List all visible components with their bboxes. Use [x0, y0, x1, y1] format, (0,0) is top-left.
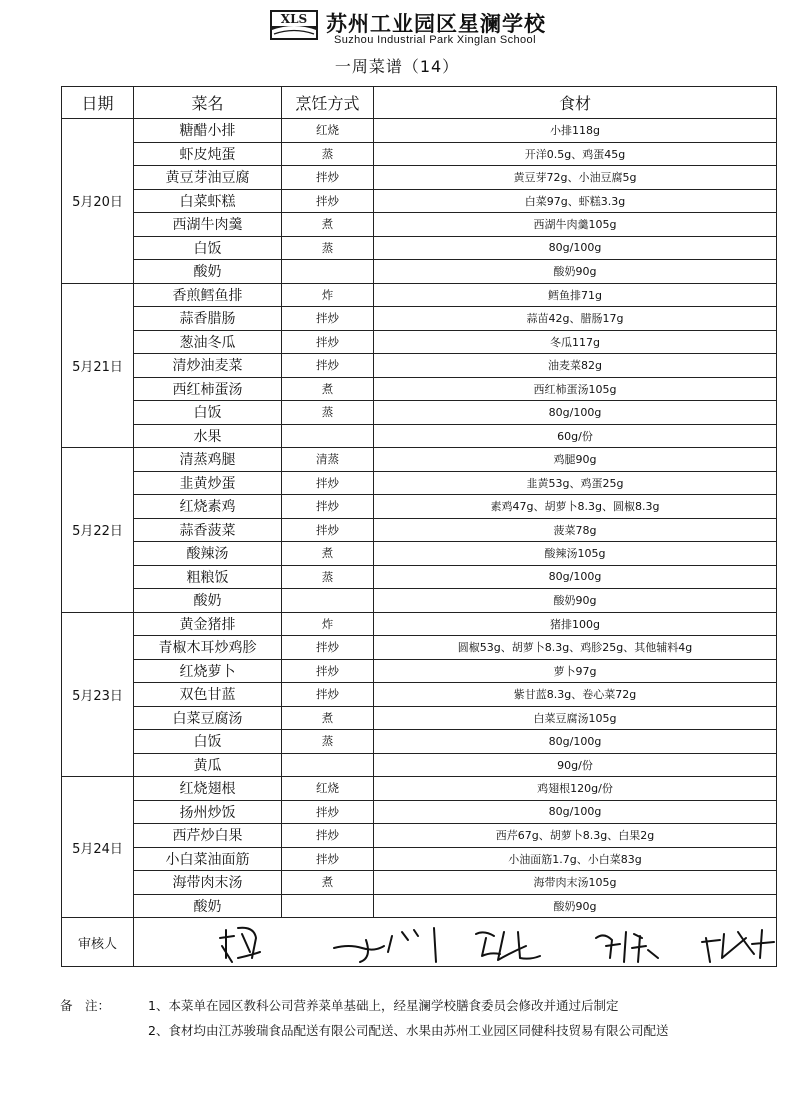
- table-row: [62, 424, 777, 448]
- table-row: [62, 706, 777, 730]
- method-cell: 红烧: [282, 119, 374, 143]
- date-cell: 5月20日: [62, 119, 134, 284]
- method-cell: 拌炒: [282, 189, 374, 213]
- table-row: [62, 307, 777, 331]
- method-cell: 蒸: [282, 142, 374, 166]
- table-row: [62, 354, 777, 378]
- table-row: [62, 471, 777, 495]
- ingredients-cell: 小油面筋1.7g、小白菜83g: [374, 847, 777, 871]
- method-cell: 拌炒: [282, 847, 374, 871]
- method-cell: 拌炒: [282, 518, 374, 542]
- dish-cell: 虾皮炖蛋: [134, 142, 282, 166]
- school-logo: [268, 8, 320, 44]
- table-row: [62, 401, 777, 425]
- ingredients-cell: 西芹67g、胡萝卜8.3g、白果2g: [374, 824, 777, 848]
- ingredients-cell: 80g/100g: [374, 401, 777, 425]
- notes-label: 备 注：: [60, 998, 111, 1013]
- ingredients-cell: 鸡腿90g: [374, 448, 777, 472]
- table-row: [62, 565, 777, 589]
- dish-cell: 白菜豆腐汤: [134, 706, 282, 730]
- table-row: [62, 871, 777, 895]
- method-cell: 煮: [282, 871, 374, 895]
- table-row: [62, 847, 777, 871]
- column-header-date: 日期: [62, 87, 134, 119]
- table-row: [62, 330, 777, 354]
- ingredients-cell: 菠菜78g: [374, 518, 777, 542]
- ingredients-cell: 圆椒53g、胡萝卜8.3g、鸡胗25g、其他辅料4g: [374, 636, 777, 660]
- ingredients-cell: 油麦菜82g: [374, 354, 777, 378]
- ingredients-cell: 萝卜97g: [374, 659, 777, 683]
- ingredients-cell: 80g/100g: [374, 565, 777, 589]
- note-line-2: 2、食材均由江苏骏瑞食品配送有限公司配送、水果由苏州工业园区同健科技贸易有限公司配送: [148, 1023, 669, 1038]
- table-row: [62, 753, 777, 777]
- dish-cell: 香煎鳕鱼排: [134, 283, 282, 307]
- ingredients-cell: 黄豆芽72g、小油豆腐5g: [374, 166, 777, 190]
- dish-cell: 青椒木耳炒鸡胗: [134, 636, 282, 660]
- method-cell: 拌炒: [282, 636, 374, 660]
- table-row: [62, 683, 777, 707]
- school-name-cn: 苏州工业园区星澜学校: [326, 11, 546, 36]
- column-header-ingredients: 食材: [374, 87, 777, 119]
- dish-cell: 清炒油麦菜: [134, 354, 282, 378]
- logo-text: XLS: [280, 12, 308, 26]
- dish-cell: 水果: [134, 424, 282, 448]
- method-cell: 拌炒: [282, 471, 374, 495]
- dish-cell: 西芹炒白果: [134, 824, 282, 848]
- table-row: [62, 283, 777, 307]
- table-row: [62, 518, 777, 542]
- table-row: [62, 800, 777, 824]
- school-name-en: Suzhou Industrial Park Xinglan School: [334, 34, 536, 46]
- method-cell: 清蒸: [282, 448, 374, 472]
- handwritten-signatures: [134, 918, 777, 966]
- dish-cell: 红烧素鸡: [134, 495, 282, 519]
- method-cell: 拌炒: [282, 659, 374, 683]
- table-header-row: [62, 87, 777, 119]
- method-cell: [282, 753, 374, 777]
- method-cell: 拌炒: [282, 166, 374, 190]
- method-cell: 拌炒: [282, 354, 374, 378]
- ingredients-cell: 蒜苗42g、腊肠17g: [374, 307, 777, 331]
- table-row: [62, 730, 777, 754]
- method-cell: 蒸: [282, 565, 374, 589]
- table-row: [62, 119, 777, 143]
- dish-cell: 白饭: [134, 730, 282, 754]
- method-cell: 蒸: [282, 730, 374, 754]
- ingredients-cell: 80g/100g: [374, 730, 777, 754]
- reviewer-signatures: [134, 918, 777, 967]
- ingredients-cell: 冬瓜117g: [374, 330, 777, 354]
- dish-cell: 白饭: [134, 236, 282, 260]
- method-cell: 拌炒: [282, 330, 374, 354]
- dish-cell: 清蒸鸡腿: [134, 448, 282, 472]
- dish-cell: 白菜虾糕: [134, 189, 282, 213]
- method-cell: 炸: [282, 612, 374, 636]
- ingredients-cell: 鳕鱼排71g: [374, 283, 777, 307]
- menu-table: [61, 86, 777, 967]
- ingredients-cell: 小排118g: [374, 119, 777, 143]
- dish-cell: 西湖牛肉羹: [134, 213, 282, 237]
- method-cell: 拌炒: [282, 824, 374, 848]
- table-row: [62, 166, 777, 190]
- table-row: [62, 659, 777, 683]
- table-row: [62, 894, 777, 918]
- ingredients-cell: 酸奶90g: [374, 260, 777, 284]
- method-cell: 煮: [282, 706, 374, 730]
- method-cell: 蒸: [282, 401, 374, 425]
- note-line-1: 1、本菜单在园区教科公司营养菜单基础上，经星澜学校膳食委员会修改并通过后制定: [148, 998, 619, 1013]
- dish-cell: 海带肉末汤: [134, 871, 282, 895]
- school-header: [0, 6, 794, 50]
- dish-cell: 红烧翅根: [134, 777, 282, 801]
- dish-cell: 酸奶: [134, 894, 282, 918]
- table-row: [62, 448, 777, 472]
- method-cell: 红烧: [282, 777, 374, 801]
- column-header-method: 烹饪方式: [282, 87, 374, 119]
- table-row: [62, 824, 777, 848]
- table-row: [62, 260, 777, 284]
- ingredients-cell: 酸奶90g: [374, 589, 777, 613]
- table-row: [62, 142, 777, 166]
- reviewer-label: 审核人: [62, 918, 134, 967]
- method-cell: 拌炒: [282, 683, 374, 707]
- table-row: [62, 495, 777, 519]
- method-cell: 蒸: [282, 236, 374, 260]
- date-cell: 5月21日: [62, 283, 134, 448]
- dish-cell: 酸奶: [134, 260, 282, 284]
- dish-cell: 酸辣汤: [134, 542, 282, 566]
- dish-cell: 葱油冬瓜: [134, 330, 282, 354]
- method-cell: 拌炒: [282, 800, 374, 824]
- table-row: [62, 377, 777, 401]
- page-title: 一周菜谱（14）: [334, 57, 460, 76]
- dish-cell: 双色甘蓝: [134, 683, 282, 707]
- dish-cell: 韭黄炒蛋: [134, 471, 282, 495]
- dish-cell: 粗粮饭: [134, 565, 282, 589]
- dish-cell: 黄瓜: [134, 753, 282, 777]
- ingredients-cell: 酸辣汤105g: [374, 542, 777, 566]
- ingredients-cell: 酸奶90g: [374, 894, 777, 918]
- method-cell: [282, 260, 374, 284]
- table-row: [62, 189, 777, 213]
- ingredients-cell: 韭黄53g、鸡蛋25g: [374, 471, 777, 495]
- method-cell: 煮: [282, 377, 374, 401]
- table-row: [62, 589, 777, 613]
- method-cell: 煮: [282, 213, 374, 237]
- dish-cell: 西红柿蛋汤: [134, 377, 282, 401]
- ingredients-cell: 80g/100g: [374, 800, 777, 824]
- date-cell: 5月23日: [62, 612, 134, 777]
- ingredients-cell: 鸡翅根120g/份: [374, 777, 777, 801]
- table-row: [62, 777, 777, 801]
- reviewer-row: [62, 918, 777, 967]
- ingredients-cell: 紫甘蓝8.3g、卷心菜72g: [374, 683, 777, 707]
- date-cell: 5月22日: [62, 448, 134, 613]
- ingredients-cell: 开洋0.5g、鸡蛋45g: [374, 142, 777, 166]
- method-cell: 拌炒: [282, 307, 374, 331]
- table-row: [62, 612, 777, 636]
- dish-cell: 蒜香菠菜: [134, 518, 282, 542]
- dish-cell: 黄金猪排: [134, 612, 282, 636]
- ingredients-cell: 海带肉末汤105g: [374, 871, 777, 895]
- ingredients-cell: 白菜豆腐汤105g: [374, 706, 777, 730]
- ingredients-cell: 素鸡47g、胡萝卜8.3g、圆椒8.3g: [374, 495, 777, 519]
- method-cell: 拌炒: [282, 495, 374, 519]
- dish-cell: 白饭: [134, 401, 282, 425]
- method-cell: 炸: [282, 283, 374, 307]
- ingredients-cell: 西红柿蛋汤105g: [374, 377, 777, 401]
- ingredients-cell: 西湖牛肉羹105g: [374, 213, 777, 237]
- dish-cell: 小白菜油面筋: [134, 847, 282, 871]
- dish-cell: 蒜香腊肠: [134, 307, 282, 331]
- table-row: [62, 636, 777, 660]
- ingredients-cell: 60g/份: [374, 424, 777, 448]
- ingredients-cell: 白菜97g、虾糕3.3g: [374, 189, 777, 213]
- dish-cell: 黄豆芽油豆腐: [134, 166, 282, 190]
- table-row: [62, 213, 777, 237]
- table-row: [62, 542, 777, 566]
- dish-cell: 糖醋小排: [134, 119, 282, 143]
- dish-cell: 红烧萝卜: [134, 659, 282, 683]
- column-header-dish: 菜名: [134, 87, 282, 119]
- dish-cell: 扬州炒饭: [134, 800, 282, 824]
- date-cell: 5月24日: [62, 777, 134, 918]
- method-cell: [282, 424, 374, 448]
- ingredients-cell: 猪排100g: [374, 612, 777, 636]
- method-cell: 煮: [282, 542, 374, 566]
- ingredients-cell: 90g/份: [374, 753, 777, 777]
- table-row: [62, 236, 777, 260]
- ingredients-cell: 80g/100g: [374, 236, 777, 260]
- method-cell: [282, 894, 374, 918]
- menu-body: [62, 119, 777, 918]
- method-cell: [282, 589, 374, 613]
- dish-cell: 酸奶: [134, 589, 282, 613]
